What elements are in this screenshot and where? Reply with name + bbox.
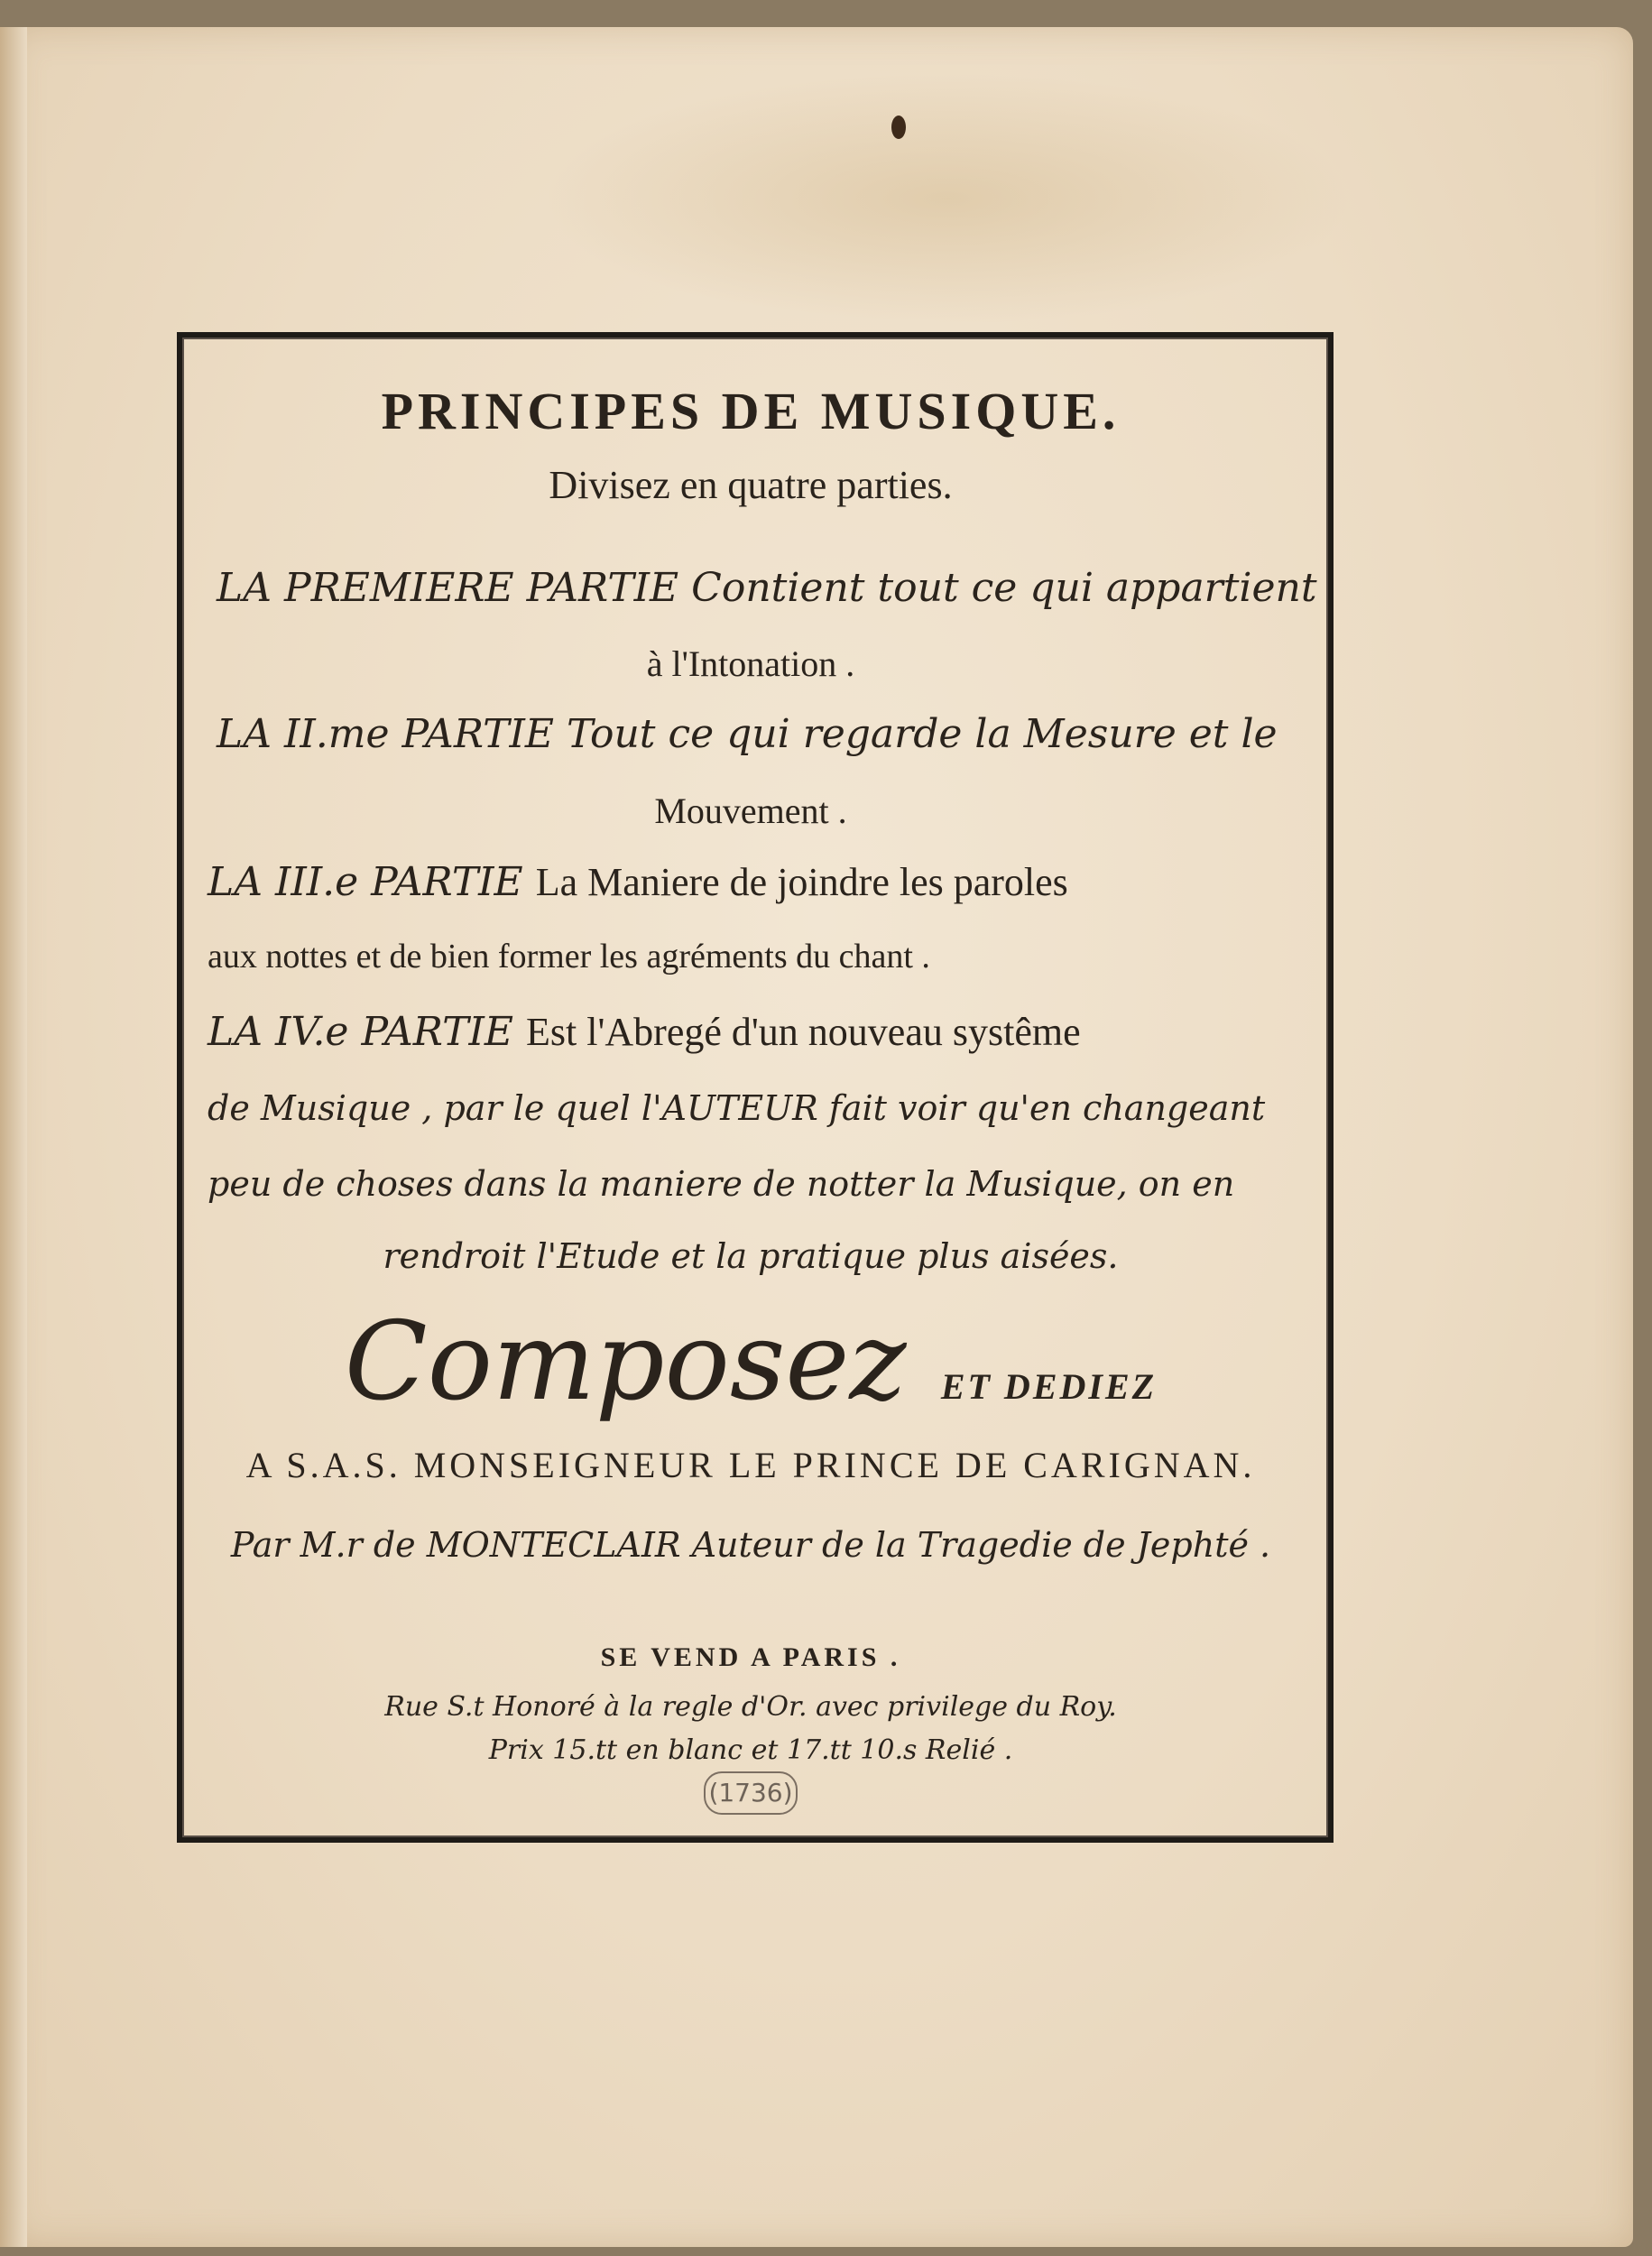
composez-heading — [189, 1299, 1312, 1425]
part-4-line — [208, 1009, 1330, 1055]
sale-price: Prix 15.tt en blanc et 17.tt 10.s Relié . — [488, 1734, 1013, 1766]
part-1-continuation: à l'Intonation . — [646, 643, 855, 684]
part-4-label: LA IV.e PARTIE — [208, 1009, 514, 1055]
part-4-continuation: de Musique , par le quel l'AUTEUR fait voir qu'en changeant — [208, 1088, 1266, 1128]
sale-address: Rue S.t Honoré à la regle d'Or. avec privilege du Roy. — [384, 1691, 1117, 1723]
title-text-block — [189, 343, 1317, 1821]
et-dediez: ET DEDIEZ — [940, 1366, 1158, 1407]
author-line: Par M.r de MONTECLAIR Auteur de la Tragedie de Jephté . — [230, 1525, 1271, 1565]
part-3-line — [208, 859, 1330, 905]
part-1-label: LA PREMIERE PARTIE — [217, 565, 679, 611]
part-4-continuation-2: peu de choses dans la maniere de notter la Musique, on en — [208, 1164, 1235, 1204]
part-2-continuation: Mouvement . — [654, 791, 847, 831]
pencil-date-note: (1736) — [704, 1771, 798, 1815]
part-2-text: Tout ce qui regarde la Mesure et le — [567, 711, 1278, 757]
part-4-text: Est l'Abregé d'un nouveau systême — [526, 1010, 1081, 1054]
page-left-edge — [0, 27, 27, 2247]
page-title: PRINCIPES DE MUSIQUE. — [381, 382, 1121, 440]
foxing-stain — [541, 72, 1353, 325]
dedicatee-line: A S.A.S. MONSEIGNEUR LE PRINCE DE CARIGNAN. — [245, 1445, 1256, 1485]
ink-spot — [891, 116, 906, 139]
composez-word: Composez — [344, 1299, 907, 1425]
page-subtitle: Divisez en quatre parties. — [549, 463, 953, 507]
sale-heading: SE VEND A PARIS . — [600, 1642, 901, 1672]
part-3-label: LA III.e PARTIE — [208, 859, 523, 905]
part-4-continuation-3: rendroit l'Etude et la pratique plus aisées. — [383, 1236, 1119, 1276]
part-3-continuation: aux nottes et de bien former les agréments du chant . — [208, 938, 930, 975]
part-2-label: LA II.me PARTIE — [217, 711, 555, 757]
part-2-line — [217, 711, 1339, 757]
part-1-line — [217, 565, 1339, 611]
part-1-text: Contient tout ce qui appartient — [691, 565, 1317, 611]
part-3-text: La Maniere de joindre les paroles — [535, 860, 1068, 904]
